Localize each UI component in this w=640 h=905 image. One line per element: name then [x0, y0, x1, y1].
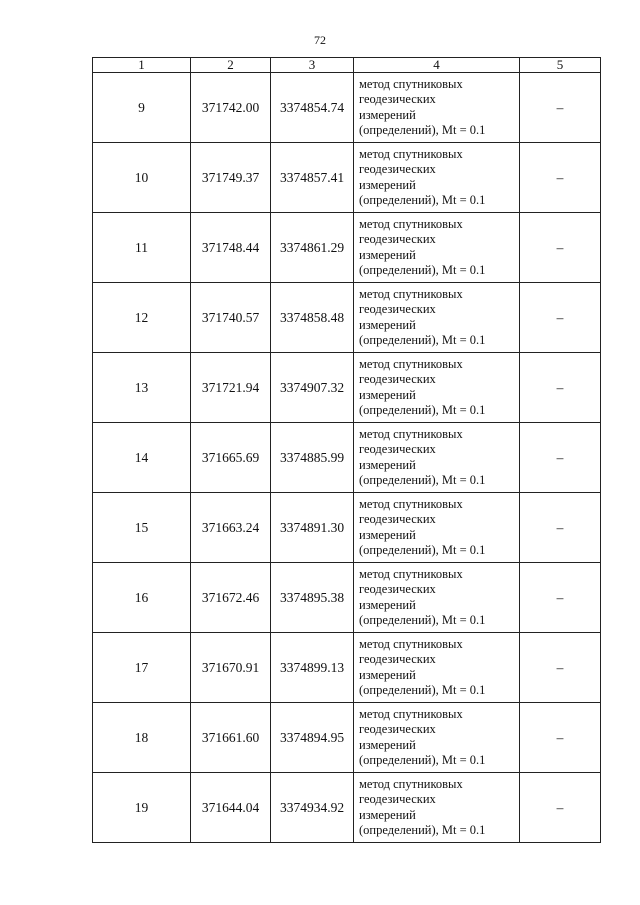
method-line: геодезических: [359, 92, 436, 106]
column-header-5: 5: [520, 58, 601, 73]
note-dash: –: [520, 283, 601, 353]
method-line: метод спутниковых: [359, 776, 463, 791]
coordinate-y: 3374885.99: [271, 423, 354, 493]
method-line: геодезических: [359, 302, 436, 316]
method-description: [354, 353, 520, 423]
method-line: измерений: [359, 317, 416, 332]
method-line: геодезических: [359, 232, 436, 246]
method-line: геодезических: [359, 722, 436, 736]
column-header-1: 1: [93, 58, 191, 73]
method-line: (определений), Mt = 0.1: [359, 613, 486, 627]
table-row: [93, 703, 601, 773]
point-number: 10: [93, 143, 191, 213]
method-line: измерений: [359, 387, 416, 402]
method-line: геодезических: [359, 442, 436, 456]
method-line: метод спутниковых: [359, 426, 463, 441]
method-line: (определений), Mt = 0.1: [359, 823, 486, 837]
method-line: геодезических: [359, 512, 436, 526]
column-header-2: 2: [191, 58, 271, 73]
method-line: (определений), Mt = 0.1: [359, 263, 486, 277]
coordinate-y: 3374854.74: [271, 73, 354, 143]
method-line: (определений), Mt = 0.1: [359, 333, 486, 347]
method-description: [354, 213, 520, 283]
note-dash: –: [520, 493, 601, 563]
table-header-row: [93, 58, 601, 73]
column-header-4: 4: [354, 58, 520, 73]
coordinate-x: 371672.46: [191, 563, 271, 633]
method-line: метод спутниковых: [359, 286, 463, 301]
method-line: (определений), Mt = 0.1: [359, 193, 486, 207]
method-line: геодезических: [359, 582, 436, 596]
coordinate-x: 371663.24: [191, 493, 271, 563]
method-line: (определений), Mt = 0.1: [359, 753, 486, 767]
method-description: [354, 73, 520, 143]
method-line: измерений: [359, 177, 416, 192]
note-dash: –: [520, 563, 601, 633]
table-row: [93, 633, 601, 703]
method-description: [354, 563, 520, 633]
table-row: [93, 213, 601, 283]
note-dash: –: [520, 423, 601, 493]
method-line: метод спутниковых: [359, 496, 463, 511]
method-line: (определений), Mt = 0.1: [359, 543, 486, 557]
method-line: (определений), Mt = 0.1: [359, 123, 486, 137]
coordinate-y: 3374894.95: [271, 703, 354, 773]
point-number: 11: [93, 213, 191, 283]
method-line: метод спутниковых: [359, 356, 463, 371]
coordinate-x: 371661.60: [191, 703, 271, 773]
method-description: [354, 283, 520, 353]
method-line: метод спутниковых: [359, 76, 463, 91]
table-row: [93, 773, 601, 843]
point-number: 19: [93, 773, 191, 843]
method-line: измерений: [359, 667, 416, 682]
coordinate-x: 371721.94: [191, 353, 271, 423]
method-line: метод спутниковых: [359, 216, 463, 231]
method-line: геодезических: [359, 652, 436, 666]
method-description: [354, 773, 520, 843]
coordinate-x: 371742.00: [191, 73, 271, 143]
method-line: измерений: [359, 527, 416, 542]
coordinate-x: 371670.91: [191, 633, 271, 703]
table-row: [93, 143, 601, 213]
table-row: [93, 563, 601, 633]
point-number: 18: [93, 703, 191, 773]
point-number: 14: [93, 423, 191, 493]
method-line: метод спутниковых: [359, 706, 463, 721]
note-dash: –: [520, 213, 601, 283]
coordinate-x: 371748.44: [191, 213, 271, 283]
method-line: измерений: [359, 807, 416, 822]
coordinate-y: 3374899.13: [271, 633, 354, 703]
point-number: 13: [93, 353, 191, 423]
method-line: измерений: [359, 457, 416, 472]
method-line: геодезических: [359, 372, 436, 386]
method-line: метод спутниковых: [359, 146, 463, 161]
coordinate-y: 3374907.32: [271, 353, 354, 423]
method-line: геодезических: [359, 162, 436, 176]
method-line: метод спутниковых: [359, 636, 463, 651]
coordinate-y: 3374858.48: [271, 283, 354, 353]
note-dash: –: [520, 773, 601, 843]
method-line: (определений), Mt = 0.1: [359, 683, 486, 697]
method-line: измерений: [359, 737, 416, 752]
point-number: 12: [93, 283, 191, 353]
point-number: 9: [93, 73, 191, 143]
note-dash: –: [520, 633, 601, 703]
method-line: метод спутниковых: [359, 566, 463, 581]
coordinate-y: 3374891.30: [271, 493, 354, 563]
method-line: (определений), Mt = 0.1: [359, 403, 486, 417]
method-line: геодезических: [359, 792, 436, 806]
coordinate-y: 3374895.38: [271, 563, 354, 633]
table-row: [93, 353, 601, 423]
method-description: [354, 423, 520, 493]
method-line: измерений: [359, 247, 416, 262]
page-number: 72: [314, 33, 326, 47]
table-row: [93, 283, 601, 353]
table-row: [93, 73, 601, 143]
note-dash: –: [520, 353, 601, 423]
method-description: [354, 493, 520, 563]
method-description: [354, 143, 520, 213]
coordinate-y: 3374857.41: [271, 143, 354, 213]
coordinate-x: 371749.37: [191, 143, 271, 213]
note-dash: –: [520, 73, 601, 143]
coordinate-y: 3374861.29: [271, 213, 354, 283]
method-description: [354, 703, 520, 773]
coordinate-x: 371665.69: [191, 423, 271, 493]
point-number: 15: [93, 493, 191, 563]
table-row: [93, 493, 601, 563]
coordinates-table: [92, 57, 601, 843]
column-header-3: 3: [271, 58, 354, 73]
table-row: [93, 423, 601, 493]
note-dash: –: [520, 143, 601, 213]
coordinate-x: 371740.57: [191, 283, 271, 353]
coordinate-y: 3374934.92: [271, 773, 354, 843]
method-line: (определений), Mt = 0.1: [359, 473, 486, 487]
point-number: 17: [93, 633, 191, 703]
coordinate-x: 371644.04: [191, 773, 271, 843]
method-line: измерений: [359, 107, 416, 122]
point-number: 16: [93, 563, 191, 633]
method-line: измерений: [359, 597, 416, 612]
method-description: [354, 633, 520, 703]
note-dash: –: [520, 703, 601, 773]
